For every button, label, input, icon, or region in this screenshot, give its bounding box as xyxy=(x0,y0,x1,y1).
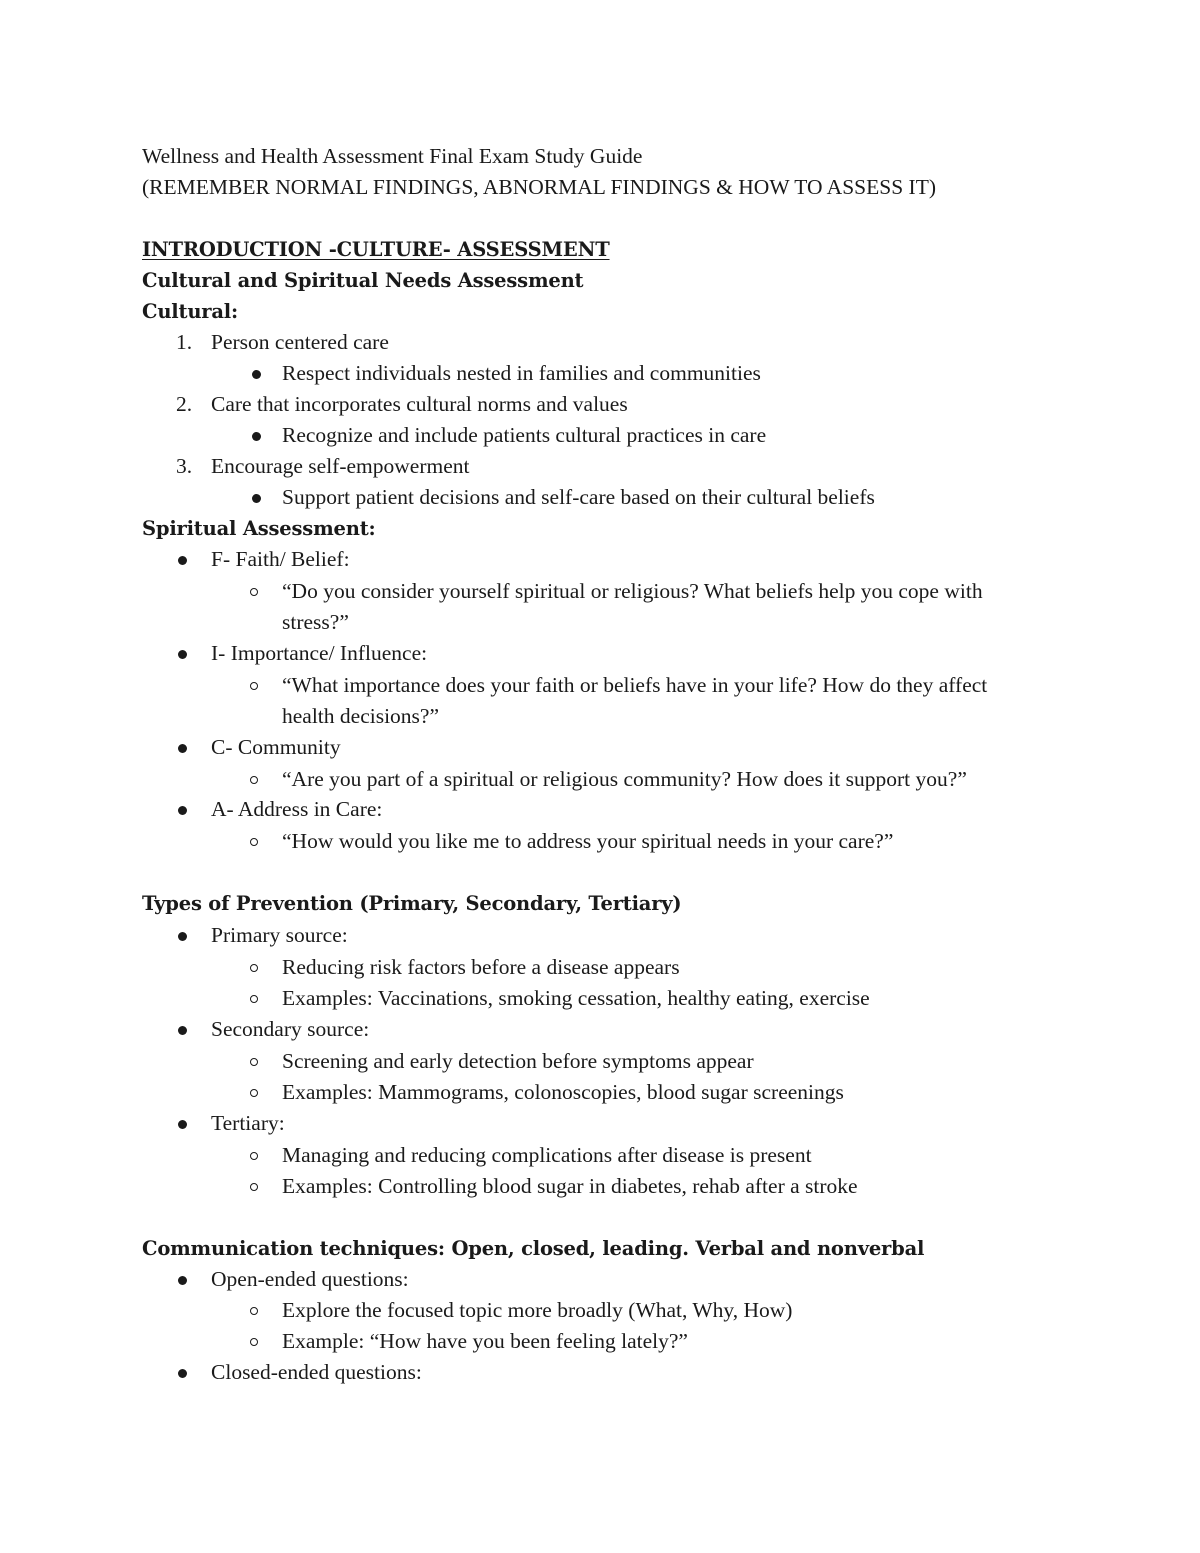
list-subitem: Examples: Vaccinations, smoking cessation, healthy eating, exercise xyxy=(282,986,870,1010)
list-subitem: Explore the focused topic more broadly (What, Why, How) xyxy=(282,1298,793,1322)
list-subitem: “What importance does your faith or beliefs have in your life? How do they affect xyxy=(282,673,988,697)
list-item: C- Community xyxy=(211,735,341,759)
list-item: Encourage self-empowerment xyxy=(211,454,470,478)
cultural-label: Cultural: xyxy=(142,300,239,323)
list-subitem-continuation: health decisions?” xyxy=(282,704,440,728)
list-number: 2. xyxy=(176,392,193,416)
bullet-disc-icon xyxy=(178,1026,187,1035)
list-number: 1. xyxy=(176,330,193,354)
section-heading-intro: INTRODUCTION -CULTURE- ASSESSMENT xyxy=(142,238,610,261)
list-item: Open-ended questions: xyxy=(211,1267,409,1291)
section-heading-communication: Communication techniques: Open, closed, leading. Verbal and nonverbal xyxy=(142,1237,925,1260)
bullet-circle-icon xyxy=(250,1152,258,1160)
list-subitem: Screening and early detection before symptoms appear xyxy=(282,1049,754,1073)
list-number: 3. xyxy=(176,454,193,478)
list-item: Person centered care xyxy=(211,330,389,354)
list-item: A- Address in Care: xyxy=(211,797,383,821)
bullet-circle-icon xyxy=(250,1089,258,1097)
list-subitem: “How would you like me to address your spiritual needs in your care?” xyxy=(282,829,894,853)
bullet-circle-icon xyxy=(250,588,258,596)
document-subtitle: (REMEMBER NORMAL FINDINGS, ABNORMAL FINDINGS & HOW TO ASSESS IT) xyxy=(142,175,936,199)
bullet-circle-icon xyxy=(250,1058,258,1066)
bullet-disc-icon xyxy=(178,1120,187,1129)
bullet-disc-icon xyxy=(178,650,187,659)
list-subitem: “Do you consider yourself spiritual or religious? What beliefs help you cope with xyxy=(282,579,983,603)
list-item: I- Importance/ Influence: xyxy=(211,641,428,665)
list-subitem-continuation: stress?” xyxy=(282,610,349,634)
list-subitem: Reducing risk factors before a disease appears xyxy=(282,955,680,979)
subheading-cultural-spiritual: Cultural and Spiritual Needs Assessment xyxy=(142,269,584,292)
bullet-disc-icon xyxy=(178,744,187,753)
list-subitem: Managing and reducing complications after disease is present xyxy=(282,1143,812,1167)
bullet-disc-icon xyxy=(252,494,261,503)
bullet-circle-icon xyxy=(250,1338,258,1346)
list-subitem: Example: “How have you been feeling lately?” xyxy=(282,1329,688,1353)
bullet-circle-icon xyxy=(250,776,258,784)
bullet-circle-icon xyxy=(250,1307,258,1315)
section-heading-prevention: Types of Prevention (Primary, Secondary, Tertiary) xyxy=(142,892,682,915)
document-title: Wellness and Health Assessment Final Exam Study Guide xyxy=(142,144,643,168)
list-item: Closed-ended questions: xyxy=(211,1360,422,1384)
bullet-disc-icon xyxy=(178,1276,187,1285)
list-subitem: Recognize and include patients cultural practices in care xyxy=(282,423,767,447)
bullet-circle-icon xyxy=(250,682,258,690)
bullet-circle-icon xyxy=(250,964,258,972)
bullet-disc-icon xyxy=(178,556,187,565)
bullet-disc-icon xyxy=(178,932,187,941)
list-item: Care that incorporates cultural norms and values xyxy=(211,392,628,416)
bullet-circle-icon xyxy=(250,995,258,1003)
list-subitem: Examples: Mammograms, colonoscopies, blood sugar screenings xyxy=(282,1080,844,1104)
list-subitem: Respect individuals nested in families and communities xyxy=(282,361,761,385)
spiritual-label: Spiritual Assessment: xyxy=(142,517,376,540)
list-subitem: Support patient decisions and self-care based on their cultural beliefs xyxy=(282,485,875,509)
bullet-circle-icon xyxy=(250,1183,258,1191)
list-subitem: “Are you part of a spiritual or religious community? How does it support you?” xyxy=(282,767,967,791)
bullet-disc-icon xyxy=(252,432,261,441)
list-item: Secondary source: xyxy=(211,1017,370,1041)
list-subitem: Examples: Controlling blood sugar in diabetes, rehab after a stroke xyxy=(282,1174,858,1198)
bullet-disc-icon xyxy=(178,806,187,815)
list-item: Primary source: xyxy=(211,923,348,947)
bullet-disc-icon xyxy=(178,1369,187,1378)
bullet-circle-icon xyxy=(250,838,258,846)
bullet-disc-icon xyxy=(252,370,261,379)
list-item: Tertiary: xyxy=(211,1111,285,1135)
list-item: F- Faith/ Belief: xyxy=(211,547,350,571)
